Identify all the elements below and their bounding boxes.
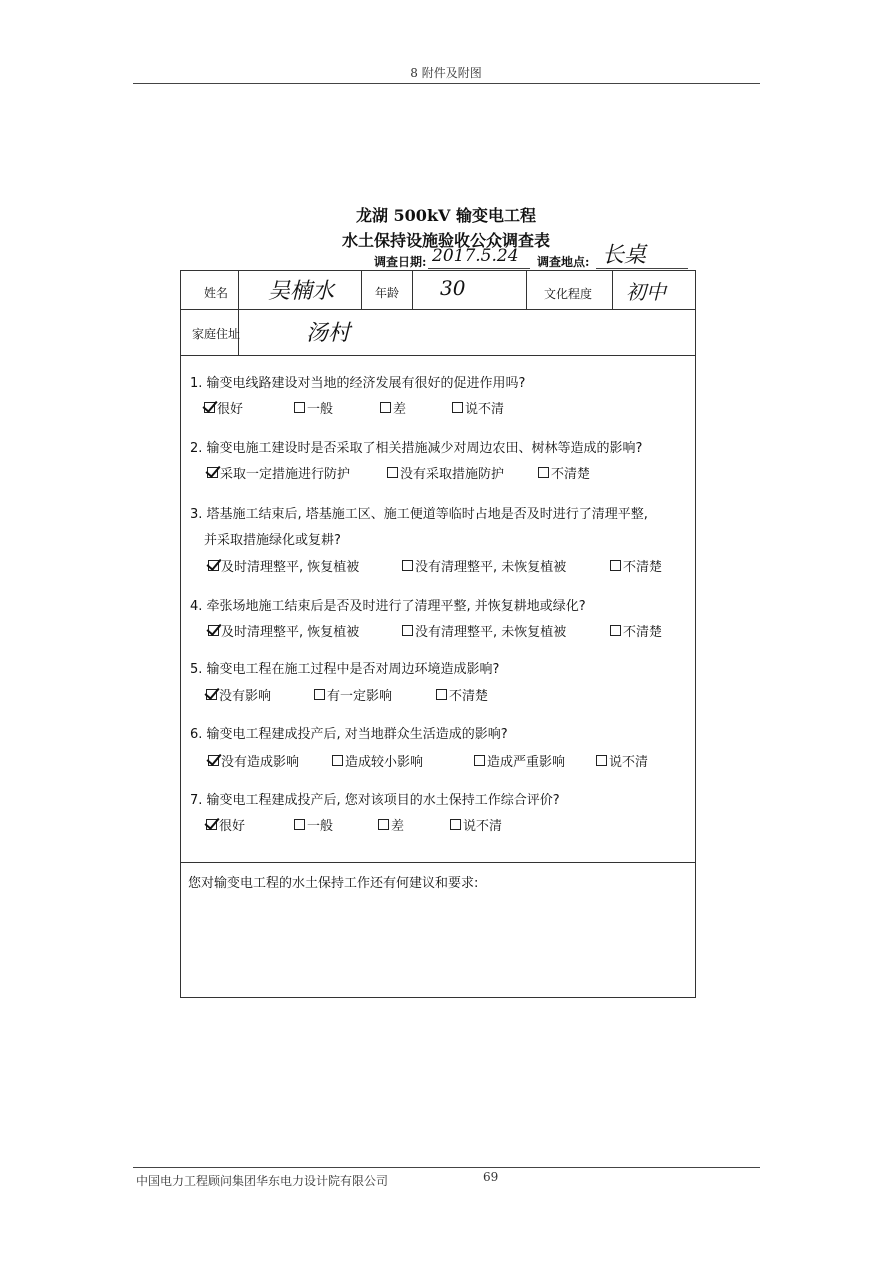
checkbox-icon (314, 689, 325, 700)
q4-option-1[interactable]: 及时清理整平, 恢复植被 (208, 621, 359, 640)
question-3-cont: 并采取措施绿化或复耕? (204, 533, 341, 548)
q5-option-1[interactable]: 没有影响 (206, 685, 271, 704)
survey-date-label: 调查日期: (374, 255, 427, 269)
survey-location-label: 调查地点: (537, 255, 590, 269)
q4-option-3[interactable]: 不清楚 (610, 621, 662, 640)
location-underline (596, 268, 688, 269)
checkbox-icon (204, 402, 215, 413)
q4-option-2[interactable]: 没有清理整平, 未恢复植被 (402, 621, 566, 640)
question-6: 6. 输变电工程建成投产后, 对当地群众生活造成的影响? (190, 727, 508, 742)
grid-col-line-2 (361, 270, 362, 309)
checkbox-icon (378, 819, 389, 830)
checkbox-icon (206, 689, 217, 700)
q5-option-2[interactable]: 有一定影响 (314, 685, 392, 704)
q7-option-3[interactable]: 差 (378, 815, 404, 834)
question-1: 1. 输变电线路建设对当地的经济发展有很好的促进作用吗? (190, 376, 526, 391)
q1-option-3[interactable]: 差 (380, 398, 406, 417)
q1-option-1[interactable]: 很好 (204, 398, 243, 417)
grid-col-line-3 (412, 270, 413, 309)
header-divider (133, 83, 760, 84)
age-label: 年龄 (375, 286, 400, 300)
checkbox-icon (402, 560, 413, 571)
q1-option-2[interactable]: 一般 (294, 398, 333, 417)
form-subtitle: 水土保持设施验收公众调查表 (341, 231, 550, 250)
checkbox-icon (452, 402, 463, 413)
page-number: 69 (483, 1170, 499, 1184)
grid-col-line-5 (612, 270, 613, 309)
checkbox-icon (474, 755, 485, 766)
suggestion-prompt: 您对输变电工程的水土保持工作还有何建议和要求: (188, 876, 479, 891)
q2-option-3[interactable]: 不清楚 (538, 463, 590, 482)
q7-option-4[interactable]: 说不清 (450, 815, 502, 834)
education-value: 初中 (626, 280, 666, 304)
question-4: 4. 牵张场地施工结束后是否及时进行了清理平整, 并恢复耕地或绿化? (190, 599, 586, 614)
checkbox-icon (208, 755, 219, 766)
grid-row-line-2 (180, 355, 696, 356)
q1-option-4[interactable]: 说不清 (452, 398, 504, 417)
address-value: 汤村 (306, 321, 351, 346)
q6-option-2[interactable]: 造成较小影响 (332, 751, 423, 770)
checkbox-icon (207, 467, 218, 478)
grid-col-line-4 (526, 270, 527, 309)
checkbox-icon (208, 625, 219, 636)
name-label: 姓名 (204, 286, 229, 300)
q2-option-2[interactable]: 没有采取措施防护 (387, 463, 504, 482)
q7-option-1[interactable]: 很好 (206, 815, 245, 834)
checkbox-icon (294, 402, 305, 413)
q6-option-4[interactable]: 说不清 (596, 751, 648, 770)
footer-organization: 中国电力工程顾问集团华东电力设计院有限公司 (136, 1174, 389, 1188)
grid-row-line-3 (180, 862, 696, 863)
checkbox-icon (610, 625, 621, 636)
q5-option-3[interactable]: 不清楚 (436, 685, 488, 704)
q3-option-1[interactable]: 及时清理整平, 恢复植被 (208, 556, 359, 575)
education-label: 文化程度 (544, 287, 593, 301)
checkbox-icon (332, 755, 343, 766)
checkbox-icon (450, 819, 461, 830)
question-7: 7. 输变电工程建成投产后, 您对该项目的水土保持工作综合评价? (190, 793, 560, 808)
grid-row-line-1 (180, 309, 696, 310)
checkbox-icon (610, 560, 621, 571)
age-value: 30 (440, 276, 466, 300)
checkbox-icon (436, 689, 447, 700)
q3-option-2[interactable]: 没有清理整平, 未恢复植被 (402, 556, 566, 575)
q6-option-3[interactable]: 造成严重影响 (474, 751, 565, 770)
checkbox-icon (294, 819, 305, 830)
date-underline (428, 268, 530, 269)
checkbox-icon (387, 467, 398, 478)
q3-option-3[interactable]: 不清楚 (610, 556, 662, 575)
form-title: 龙湖 500kV 输变电工程 (355, 206, 537, 225)
survey-location-value: 长桌 (602, 243, 647, 268)
checkbox-icon (208, 560, 219, 571)
checkbox-icon (596, 755, 607, 766)
checkbox-icon (206, 819, 217, 830)
grid-col-line-1 (238, 270, 239, 355)
checkbox-icon (538, 467, 549, 478)
survey-date-value: 2017.5.24 (432, 246, 519, 266)
suggestion-area[interactable] (182, 895, 694, 995)
question-2: 2. 输变电施工建设时是否采取了相关措施减少对周边农田、树林等造成的影响? (190, 441, 643, 456)
name-value: 吴楠水 (268, 279, 335, 304)
q6-option-1[interactable]: 没有造成影响 (208, 751, 299, 770)
checkbox-icon (402, 625, 413, 636)
question-5: 5. 输变电工程在施工过程中是否对周边环境造成影响? (190, 662, 500, 677)
q2-option-1[interactable]: 采取一定措施进行防护 (207, 463, 350, 482)
address-label: 家庭住址 (192, 327, 241, 341)
question-3: 3. 塔基施工结束后, 塔基施工区、施工便道等临时占地是否及时进行了清理平整, (190, 507, 648, 522)
footer-divider (133, 1167, 760, 1168)
page-header: 8 附件及附图 (410, 66, 482, 80)
checkbox-icon (380, 402, 391, 413)
q7-option-2[interactable]: 一般 (294, 815, 333, 834)
